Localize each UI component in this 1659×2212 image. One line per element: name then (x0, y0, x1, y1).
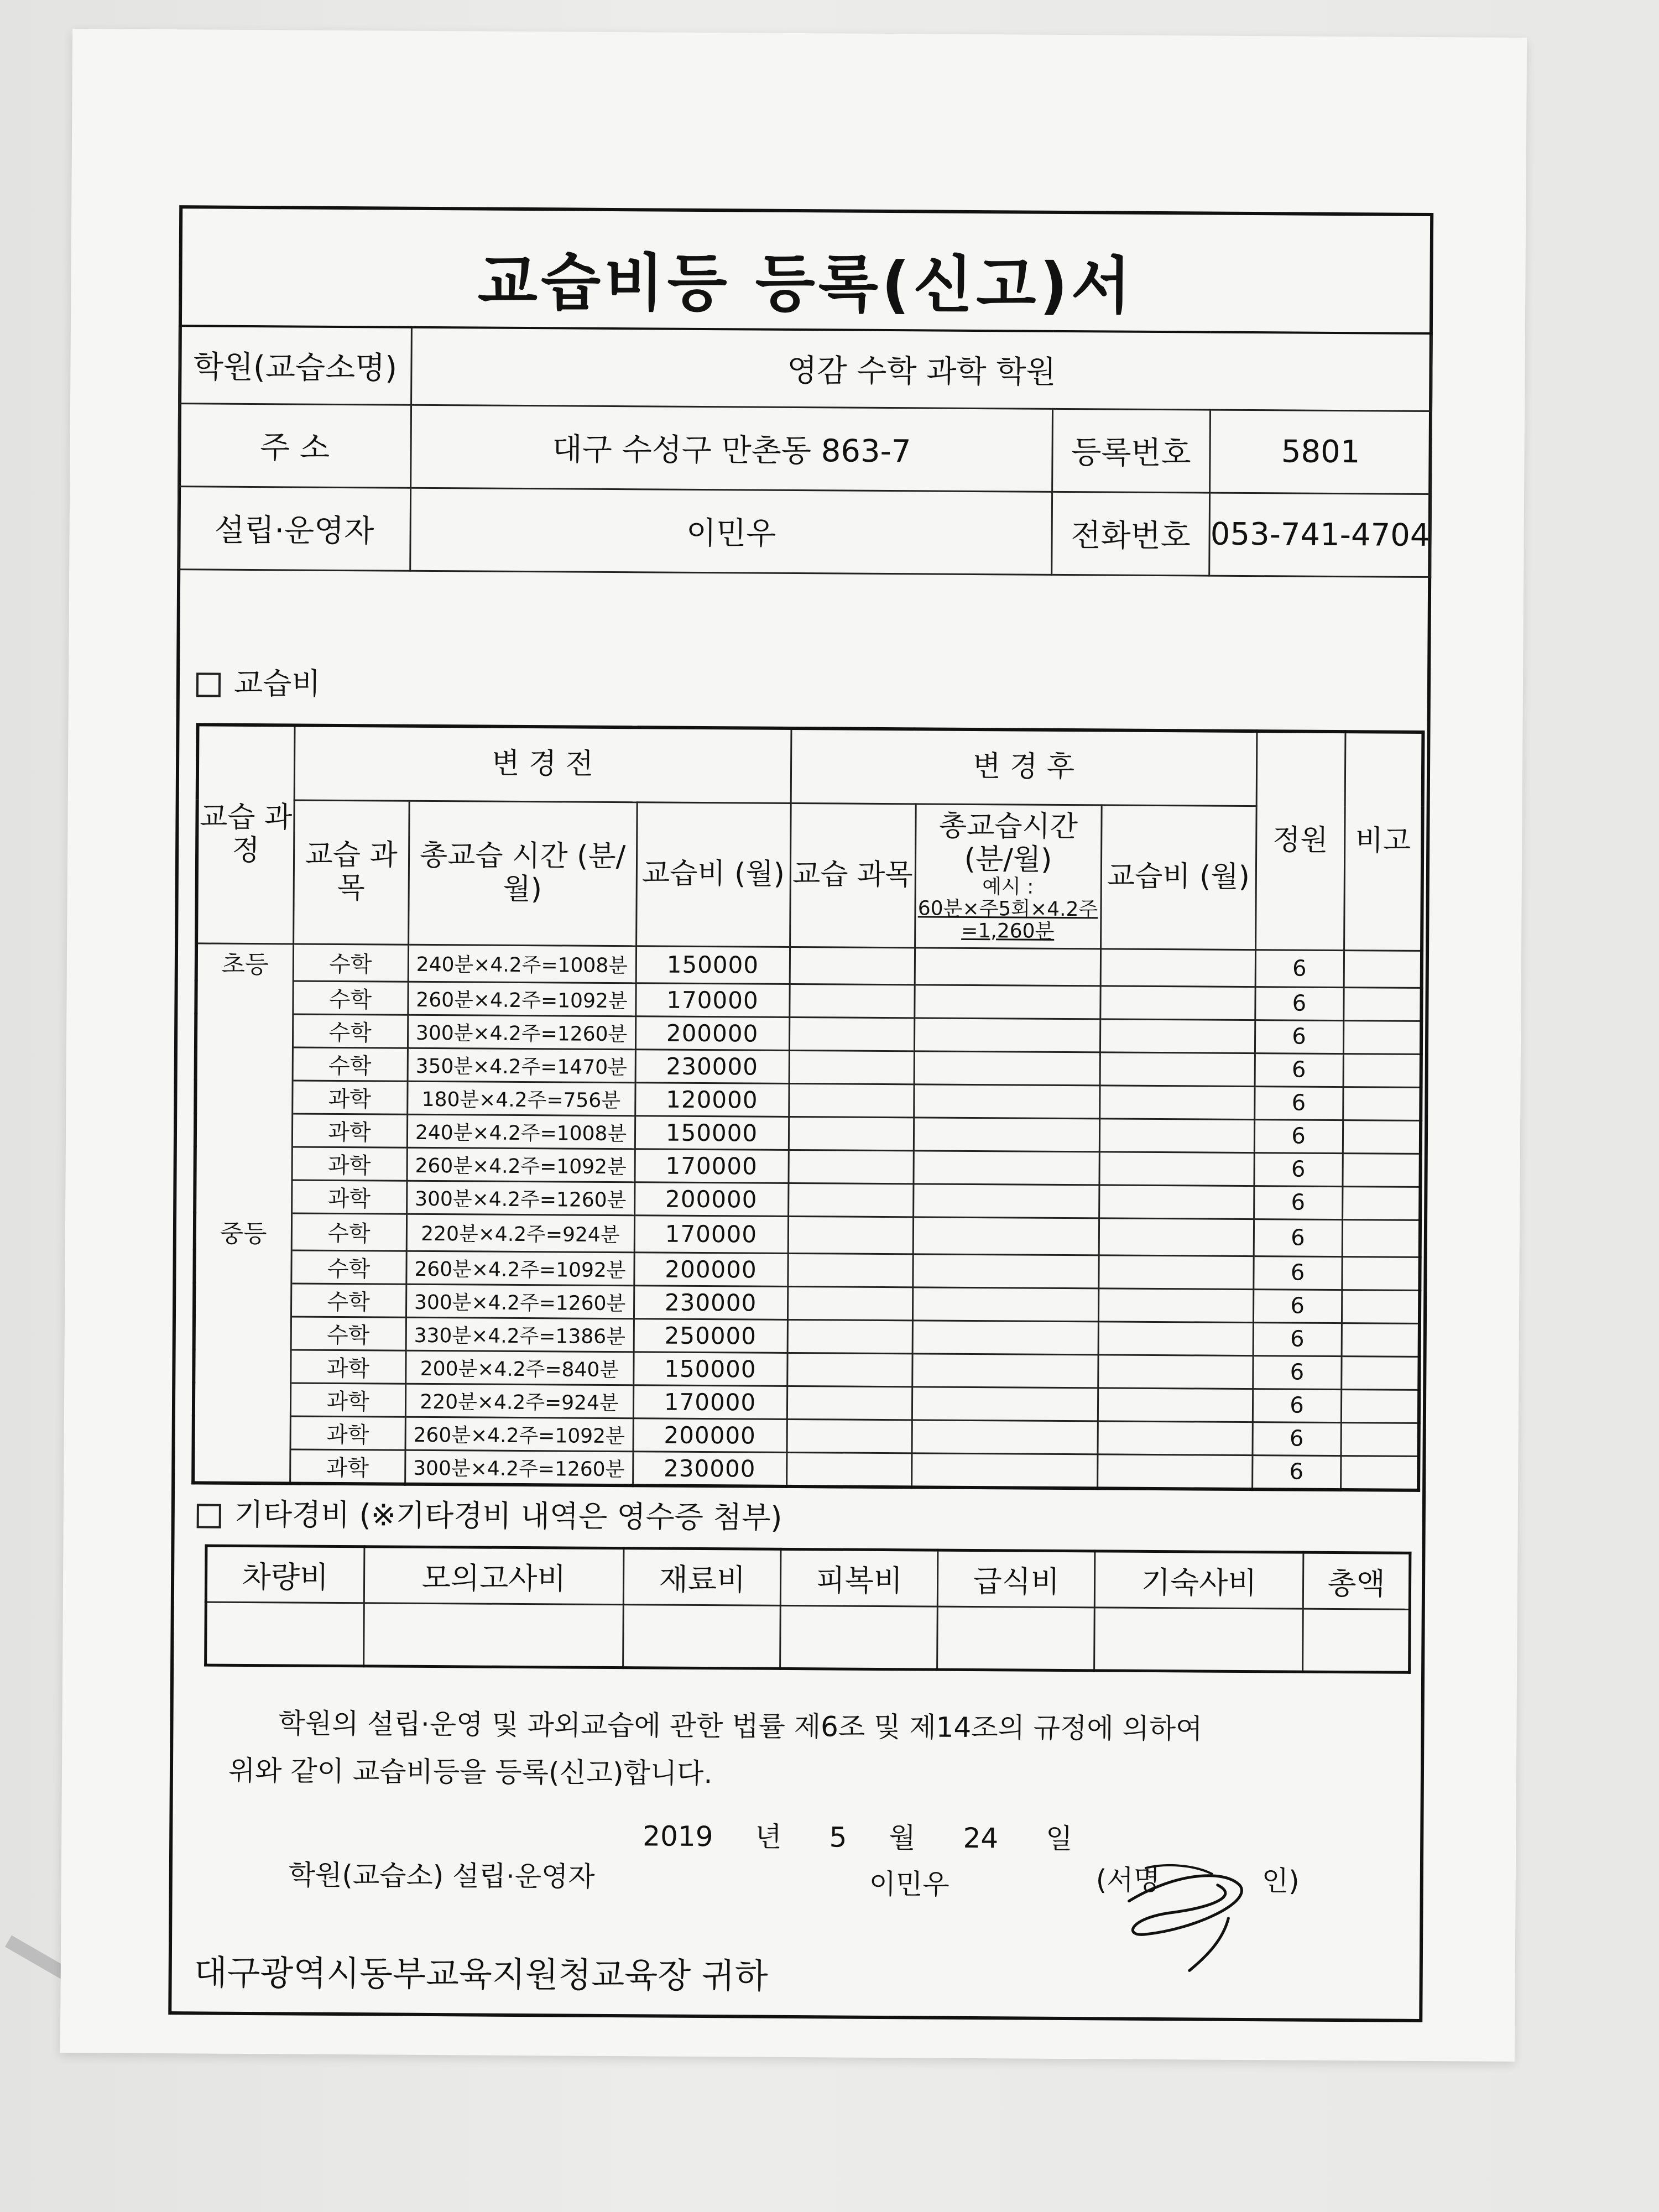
capacity-cell: 6 (1253, 1322, 1342, 1356)
subject-after-cell (789, 1083, 914, 1117)
capacity-cell: 6 (1254, 1186, 1342, 1219)
seal-close: 인) (1261, 1865, 1300, 1897)
paper-sheet (60, 29, 1527, 2062)
note-cell (1340, 1455, 1418, 1490)
hours-after-cell (914, 1084, 1099, 1118)
subject-after-cell (787, 1253, 912, 1287)
academy-label: 학원(교습소명) (179, 326, 412, 405)
header-after: 변 경 후 (791, 728, 1257, 806)
subject-after-cell (787, 1419, 912, 1453)
date-month-unit: 월 (889, 1822, 916, 1854)
subject-after-cell (786, 1452, 911, 1487)
subject-after-cell (788, 1150, 913, 1183)
fee-after-cell (1097, 1454, 1252, 1489)
course-cell: 중등 (195, 1212, 291, 1250)
course-cell (195, 1079, 292, 1113)
subject-after-cell (788, 1216, 913, 1254)
course-cell (195, 1146, 291, 1180)
subject-cell: 수학 (291, 1250, 406, 1284)
fee-after-cell (1099, 1118, 1254, 1152)
fee-after-cell (1098, 1354, 1253, 1389)
note-cell (1342, 1290, 1420, 1323)
note-cell (1342, 1219, 1420, 1257)
capacity-cell: 6 (1255, 950, 1344, 987)
etc-header-row (206, 1546, 1410, 1609)
hours-cell: 180분×4.2주=756분 (407, 1081, 635, 1116)
address-label: 주 소 (179, 403, 411, 488)
fee-cell: 170000 (635, 983, 789, 1017)
fee-after-cell (1099, 1218, 1254, 1256)
fee-after-cell (1100, 1052, 1255, 1086)
fee-cell: 200000 (634, 1182, 788, 1216)
subject-after-cell (787, 1353, 912, 1386)
form-title: 교습비등 등록(신고)서 (477, 246, 1135, 322)
etc-header-cell: 모의고사비 (364, 1547, 624, 1605)
checkbox-icon (196, 673, 221, 697)
etc-value-cell (937, 1606, 1095, 1671)
course-cell (194, 1249, 291, 1283)
subject-after-cell (789, 1050, 914, 1084)
capacity-cell: 6 (1255, 987, 1343, 1020)
subject-cell: 과학 (292, 1113, 407, 1147)
note-cell (1342, 1323, 1420, 1357)
capacity-cell: 6 (1252, 1422, 1340, 1455)
date-day-unit: 일 (1045, 1822, 1073, 1855)
subject-cell: 과학 (290, 1449, 405, 1484)
fee-after-cell (1100, 985, 1255, 1020)
fee-cell: 200000 (633, 1418, 787, 1452)
checkbox-icon (197, 1504, 221, 1528)
handwritten-signature (1112, 1851, 1267, 1980)
subject-cell: 수학 (291, 1283, 406, 1317)
header-hours: 총교습 시간 (분/월) (408, 801, 637, 946)
header-subject-after: 교습 과목 (790, 803, 916, 947)
etc-value-cell (206, 1602, 364, 1666)
capacity-cell: 6 (1255, 1020, 1343, 1053)
header-subject: 교습 과목 (293, 800, 409, 944)
hours-after-cell (915, 947, 1100, 985)
subject-cell: 과학 (292, 1080, 407, 1114)
note-cell (1343, 1053, 1421, 1087)
phone-value: 053-741-4704 (1209, 493, 1431, 577)
course-cell (196, 1046, 293, 1080)
date-month: 5 (829, 1821, 847, 1854)
subject-after-cell (789, 1017, 914, 1051)
fee-cell: 120000 (635, 1082, 789, 1117)
fee-cell: 150000 (635, 1115, 789, 1150)
subject-cell: 과학 (291, 1146, 406, 1180)
etc-value-cell (1303, 1609, 1410, 1672)
header-fee-after: 교습비 (월) (1100, 805, 1256, 950)
capacity-cell: 6 (1253, 1355, 1341, 1389)
subject-cell: 수학 (291, 1213, 406, 1250)
hours-after-cell (914, 984, 1100, 1019)
course-cell (194, 1282, 291, 1316)
fee-cell: 200000 (635, 1016, 789, 1050)
note-cell (1340, 1422, 1418, 1456)
hours-cell: 220분×4.2주=924분 (405, 1384, 633, 1418)
hours-after-cell (913, 1183, 1099, 1218)
subject-cell: 수학 (293, 1014, 408, 1047)
subject-cell: 과학 (290, 1383, 405, 1416)
hours-after-cell (912, 1287, 1098, 1321)
fee-table (191, 723, 1425, 1491)
etc-header-cell: 피복비 (781, 1549, 938, 1606)
course-cell (194, 1382, 290, 1416)
phone-label: 전화번호 (1052, 492, 1210, 576)
capacity-cell: 6 (1253, 1289, 1342, 1323)
hours-cell: 220분×4.2주=924분 (406, 1214, 634, 1253)
capacity-cell: 6 (1253, 1389, 1341, 1422)
hours-cell: 300분×4.2주=1260분 (406, 1181, 634, 1215)
regno-value: 5801 (1210, 410, 1432, 494)
hours-cell: 260분×4.2주=1092분 (406, 1251, 634, 1286)
hours-after-cell (912, 1254, 1098, 1288)
address-value: 대구 수성구 만촌동 863-7 (411, 405, 1053, 492)
hours-after-label: 총교습시간 (분/월) (938, 809, 1078, 877)
fee-after-cell (1097, 1421, 1252, 1455)
example-label: 예시 : (982, 875, 1034, 899)
fee-cell: 250000 (634, 1318, 787, 1353)
etc-heading-text: 기타경비 (※기타경비 내역은 영수증 첨부) (234, 1496, 782, 1535)
note-cell (1343, 1087, 1421, 1120)
header-hours-after (915, 804, 1102, 948)
capacity-cell: 6 (1254, 1219, 1342, 1256)
etc-header-cell: 차량비 (206, 1546, 364, 1603)
seal-open: (서명 (1095, 1864, 1161, 1897)
hours-after-cell (913, 1217, 1099, 1255)
etc-value-cell (623, 1605, 781, 1669)
fee-cell: 200000 (634, 1252, 787, 1286)
etc-value-cell (780, 1605, 938, 1670)
course-cell (194, 1415, 290, 1449)
statement-line1: 학원의 설립·운영 및 과외교습에 관한 법률 제6조 및 제14조의 규정에 의하여 (278, 1707, 1203, 1745)
subject-cell: 수학 (293, 943, 408, 981)
header-capacity: 정원 (1255, 731, 1345, 950)
capacity-cell: 6 (1255, 1053, 1343, 1087)
course-cell (194, 1316, 291, 1349)
statement-line2: 위와 같이 교습비등을 등록(신고)합니다. (228, 1754, 713, 1790)
fee-section-heading (196, 659, 321, 702)
hours-cell: 240분×4.2주=1008분 (407, 1114, 635, 1149)
fee-cell: 170000 (633, 1385, 787, 1419)
fee-cell: 150000 (636, 946, 790, 984)
hours-cell: 260분×4.2주=1092분 (405, 1417, 633, 1452)
founder-value: 이민우 (410, 488, 1052, 575)
signer-name: 이민우 (869, 1867, 950, 1901)
etc-value-cell (1094, 1608, 1303, 1672)
date-line (643, 1814, 1073, 1856)
hours-cell: 350분×4.2주=1470분 (408, 1048, 635, 1083)
fee-cell: 170000 (634, 1149, 788, 1183)
subject-after-cell (789, 1117, 914, 1150)
subject-after-cell (787, 1386, 912, 1420)
capacity-cell: 6 (1254, 1119, 1343, 1153)
etc-value-row (206, 1602, 1410, 1672)
course-cell (193, 1448, 290, 1483)
fee-table-body (193, 943, 1422, 1490)
fee-row (193, 1448, 1418, 1490)
hours-cell: 240분×4.2주=1008분 (408, 945, 636, 983)
fee-after-cell (1098, 1387, 1253, 1422)
course-cell: 초등 (196, 943, 293, 980)
academy-value: 영감 수학 과학 학원 (411, 327, 1432, 411)
regno-label: 등록번호 (1052, 409, 1211, 493)
hours-cell: 260분×4.2주=1092분 (408, 982, 635, 1016)
header-note: 비고 (1344, 732, 1423, 951)
founder-label: 설립·운영자 (178, 486, 411, 571)
course-cell (194, 1349, 290, 1383)
course-cell (195, 1179, 291, 1213)
header-fee: 교습비 (월) (636, 802, 791, 947)
note-cell (1343, 987, 1421, 1021)
subject-after-cell (787, 1286, 912, 1320)
hours-after-cell (913, 1150, 1099, 1185)
date-year-unit: 년 (755, 1820, 782, 1853)
hours-after-cell (912, 1320, 1098, 1354)
subject-after-cell (788, 1183, 913, 1217)
fee-after-cell (1099, 1185, 1254, 1219)
hours-after-cell (912, 1420, 1098, 1454)
course-cell (195, 1113, 292, 1146)
header-course: 교습 과정 (196, 724, 294, 943)
fee-cell: 230000 (633, 1451, 786, 1486)
etc-header-cell: 재료비 (624, 1548, 781, 1606)
note-cell (1343, 1020, 1421, 1054)
fee-after-cell (1100, 1019, 1255, 1053)
fee-after-cell (1098, 1255, 1253, 1289)
note-cell (1342, 1256, 1420, 1290)
subject-after-cell (787, 1319, 912, 1353)
fee-heading-text: 교습비 (233, 665, 321, 701)
etc-header-cell: 총액 (1303, 1552, 1410, 1609)
note-cell (1342, 1186, 1420, 1220)
hours-after-cell (911, 1453, 1097, 1488)
hours-cell: 300분×4.2주=1260분 (406, 1284, 634, 1319)
hours-after-cell (914, 1117, 1099, 1151)
fee-cell: 150000 (633, 1352, 787, 1386)
hours-after-cell (914, 1051, 1100, 1085)
course-cell (196, 1013, 293, 1047)
fee-after-cell (1098, 1321, 1253, 1355)
note-cell (1341, 1389, 1419, 1423)
subject-cell: 수학 (293, 1047, 408, 1081)
etc-section-heading (197, 1490, 782, 1536)
fee-after-cell (1098, 1288, 1253, 1322)
subject-after-cell (789, 984, 914, 1018)
etc-table (204, 1545, 1411, 1674)
info-table (177, 325, 1433, 577)
hours-cell: 300분×4.2주=1260분 (408, 1015, 635, 1050)
capacity-cell: 6 (1253, 1256, 1342, 1290)
note-cell (1344, 950, 1422, 988)
course-cell (196, 980, 293, 1014)
hours-after-cell (912, 1386, 1098, 1421)
capacity-cell: 6 (1254, 1086, 1343, 1120)
note-cell (1343, 1120, 1421, 1154)
header-before: 변 경 전 (294, 725, 791, 802)
hours-cell: 260분×4.2주=1092분 (406, 1147, 634, 1182)
subject-cell: 수학 (291, 1316, 406, 1350)
fee-after-cell (1099, 1085, 1254, 1119)
note-cell (1342, 1153, 1420, 1187)
subject-cell: 과학 (290, 1416, 405, 1449)
note-cell (1341, 1356, 1419, 1390)
fee-cell: 230000 (635, 1049, 789, 1083)
hours-cell: 300분×4.2주=1260분 (405, 1450, 633, 1485)
subject-cell: 수학 (293, 980, 408, 1014)
date-year: 2019 (643, 1820, 713, 1853)
hours-cell: 330분×4.2주=1386분 (406, 1317, 634, 1352)
fee-after-cell (1099, 1151, 1254, 1186)
hours-cell: 200분×4.2주=840분 (405, 1350, 633, 1385)
fee-after-cell (1100, 948, 1255, 987)
subject-cell: 과학 (291, 1180, 406, 1213)
form-frame (168, 205, 1433, 2022)
subject-cell: 과학 (290, 1349, 405, 1383)
fee-cell: 230000 (634, 1285, 787, 1319)
addressee: 대구광역시동부교육지원청교육장 귀하 (194, 1952, 768, 1996)
etc-header-cell: 급식비 (938, 1550, 1095, 1608)
date-day: 24 (963, 1822, 999, 1855)
capacity-cell: 6 (1254, 1152, 1342, 1186)
example-formula: 60분×주5회×4.2주 =1,260분 (917, 897, 1098, 943)
etc-header-cell: 기숙사비 (1095, 1551, 1303, 1609)
subject-after-cell (790, 947, 915, 984)
fee-cell: 170000 (634, 1215, 788, 1253)
etc-value-cell (363, 1603, 623, 1668)
signer-label: 학원(교습소) 설립·운영자 (288, 1859, 595, 1893)
hours-after-cell (914, 1018, 1100, 1052)
capacity-cell: 6 (1252, 1455, 1340, 1489)
hours-after-cell (912, 1353, 1098, 1387)
